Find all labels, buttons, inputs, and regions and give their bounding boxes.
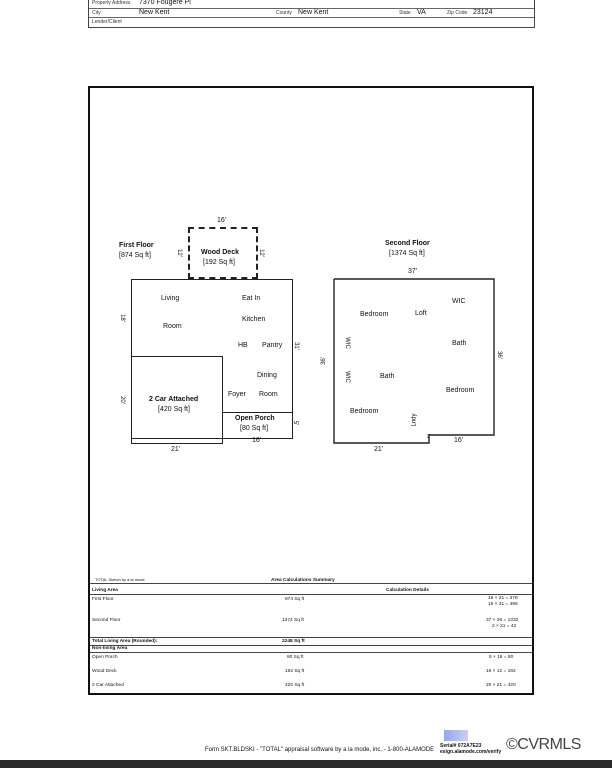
serial-number: Serial# 072A7E23	[440, 743, 482, 749]
ff-bottom-right-dim: 16'	[252, 437, 262, 444]
non-living-label: Non-living Area	[92, 646, 128, 651]
sf-top-dim: 37'	[408, 268, 418, 275]
room-dining-room: Room	[259, 391, 278, 398]
second-floor-calc-2: 2 × 21 = 42	[492, 624, 517, 629]
porch-row-calc: 5 × 16 = 80	[489, 655, 514, 660]
total-label: Total Living Area (Rounded):	[92, 639, 158, 644]
room-wic-3: WIC	[343, 371, 350, 383]
summary-title: Area Calculations Summary	[271, 578, 335, 583]
room-bedroom-3: Bedroom	[350, 408, 379, 415]
room-bedroom-1: Bedroom	[360, 311, 389, 318]
second-floor-calc-1: 37 × 36 = 1332	[486, 618, 519, 623]
room-kitchen: Kitchen	[242, 316, 266, 323]
zip-label: Zip Code	[447, 10, 468, 16]
garage-area: [420 Sq ft]	[158, 406, 190, 413]
city-label: City	[92, 10, 101, 16]
first-floor-calc-1: 18 × 21 = 378	[488, 596, 518, 601]
ff-left-upper-dim: 18'	[118, 314, 125, 322]
sketch-credit: TOTAL Sketch by a la mode	[95, 577, 145, 582]
garage-row-area: 420 Sq ft	[285, 683, 305, 688]
property-address-value: 7370 Fougere Pl	[139, 0, 191, 6]
zip-value: 23124	[473, 9, 493, 16]
first-floor-area: [874 Sq ft]	[119, 252, 151, 259]
room-bedroom-2: Bedroom	[446, 387, 475, 394]
sf-bottom-right-dim: 16'	[454, 437, 464, 444]
deck-row-name: Wood Deck	[92, 669, 117, 674]
porch-right-dim: 5'	[292, 420, 299, 426]
room-foyer: Foyer	[228, 391, 246, 398]
room-living: Living	[161, 295, 180, 302]
deck-row-area: 192 Sq ft	[285, 669, 305, 674]
porch-title: Open Porch	[235, 415, 275, 422]
bottom-bar	[0, 760, 612, 768]
room-dining: Dining	[257, 372, 277, 379]
deck-left-dim: 12'	[175, 249, 182, 257]
second-floor-row-area: 1374 Sq ft	[282, 618, 304, 623]
sf-notch-dim: 2'	[427, 434, 431, 440]
first-floor-row-area: 874 Sq ft	[285, 597, 305, 602]
ff-bottom-left-dim: 21'	[171, 446, 181, 453]
verify-url: esign.alamode.com/verify	[440, 749, 502, 755]
living-area-label: Living Area	[92, 588, 118, 593]
first-floor-title: First Floor	[119, 242, 154, 249]
room-laundry: Lndy	[411, 413, 418, 427]
sf-left-dim: 36'	[320, 357, 327, 365]
form-footer-text: Form SKT.BLDSKI - "TOTAL" appraisal software by a la mode, inc. - 1-800-ALAMODE	[205, 747, 435, 753]
total-value: 2248 Sq ft	[282, 639, 305, 644]
cvrmls-watermark: ©CVRMLS	[506, 736, 581, 753]
city-value: New Kent	[139, 9, 170, 16]
calc-details-label: Calculation Details	[386, 588, 429, 593]
state-label: State	[399, 10, 411, 16]
ff-right-dim: 31'	[292, 342, 299, 350]
second-floor-title: Second Floor	[385, 240, 430, 247]
deck-row-calc: 16 × 12 = 192	[486, 669, 516, 674]
state-value: VA	[417, 9, 426, 16]
property-address-label: Property Address	[92, 0, 131, 6]
porch-area: [80 Sq ft]	[240, 425, 269, 432]
second-floor-area: [1374 Sq ft]	[389, 250, 425, 257]
non-living-header-rule	[90, 652, 532, 653]
room-wic-1: WIC	[452, 298, 466, 305]
porch-row-area: 80 Sq ft	[287, 655, 304, 660]
room-eat-in: Eat In	[242, 295, 261, 302]
garage-row-name: 2 Car Attached	[92, 683, 124, 688]
county-label: County	[276, 10, 292, 16]
second-floor-row-name: Second Floor	[92, 618, 121, 623]
room-hb: HB	[238, 342, 248, 349]
porch-row-name: Open Porch	[92, 655, 118, 660]
wood-deck-title: Wood Deck	[201, 249, 239, 256]
summary-header-rule	[90, 594, 532, 595]
alamode-logo-icon	[444, 730, 468, 741]
room-living-room: Room	[163, 323, 182, 330]
garage-title: 2 Car Attached	[149, 396, 199, 403]
sf-bottom-left-dim: 21'	[374, 446, 384, 453]
room-loft: Loft	[415, 310, 427, 317]
ff-left-lower-dim: 20'	[118, 396, 125, 404]
room-bath-2: Bath	[380, 373, 395, 380]
area-summary	[90, 578, 532, 693]
garage-row-calc: 20 × 21 = 420	[486, 683, 516, 688]
wood-deck-area: [192 Sq ft]	[203, 259, 235, 266]
room-bath-1: Bath	[452, 340, 467, 347]
first-floor-calc-2: 16 × 31 = 496	[488, 602, 518, 607]
lender-label: Lender/Client	[92, 19, 122, 25]
total-rule	[90, 637, 532, 638]
summary-top-rule	[90, 583, 532, 584]
sf-right-dim: 36'	[495, 351, 502, 359]
room-wic-2: WIC	[343, 337, 350, 349]
deck-right-dim: 12'	[257, 249, 264, 257]
first-floor-row-name: First Floor	[92, 597, 114, 602]
deck-top-dim: 16'	[217, 217, 227, 224]
property-header-table	[88, 0, 535, 28]
non-living-rule	[90, 645, 532, 646]
room-pantry: Pantry	[262, 342, 283, 349]
county-value: New Kent	[298, 9, 329, 16]
